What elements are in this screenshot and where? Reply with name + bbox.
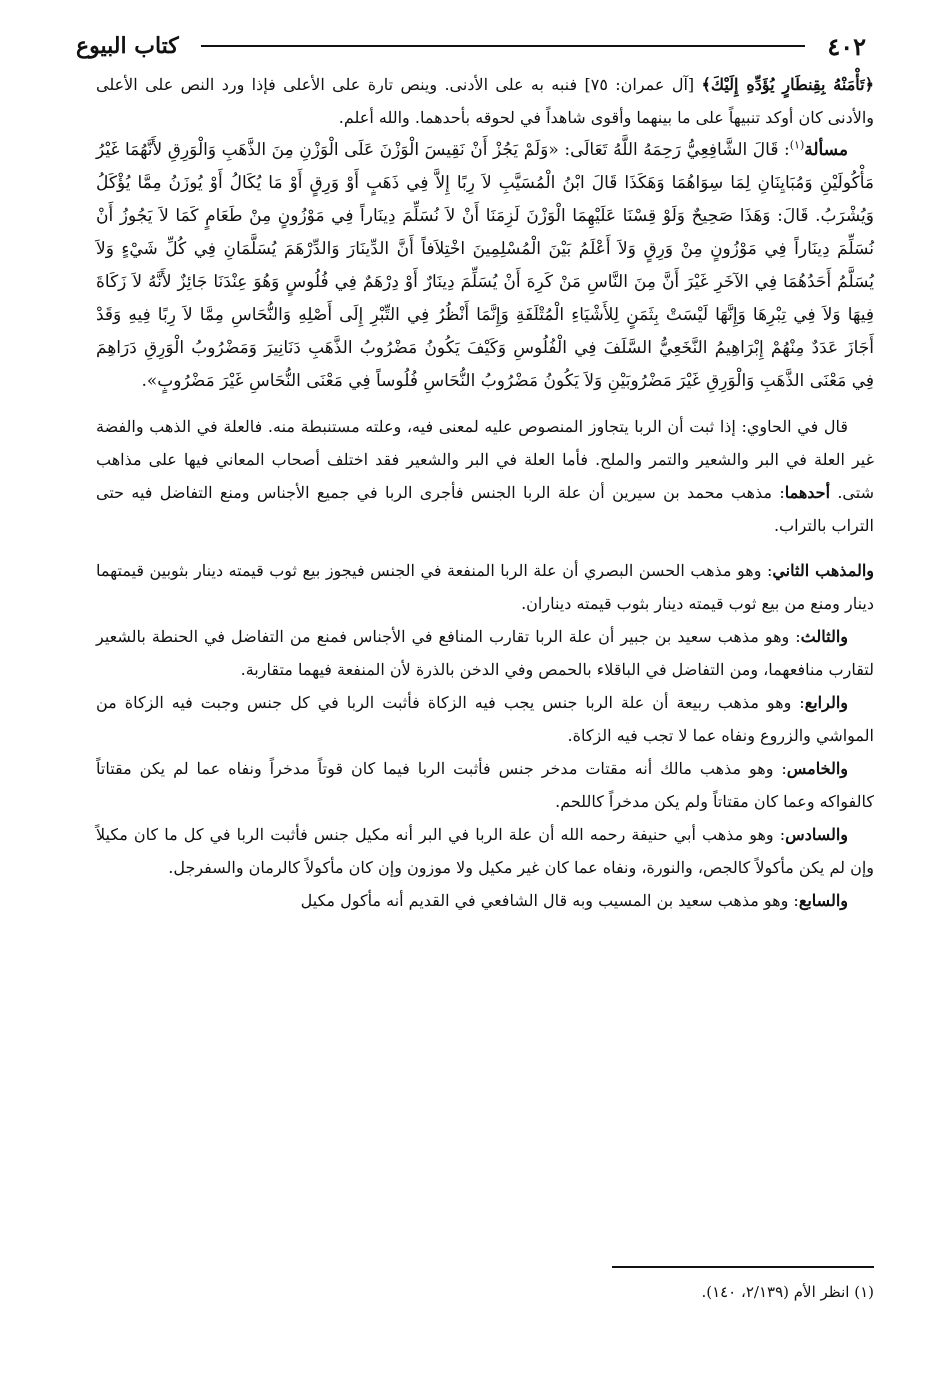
- paragraph-fifth-madhab: [96, 752, 874, 818]
- fourth-madhab-label: والرابع: [804, 693, 848, 712]
- paragraph-seventh-madhab: [96, 884, 874, 917]
- quran-verse: ﴿تَأْمَنْهُ بِقِنطَارٍ يُؤَدِّهِ إِلَيْكَ﴾: [701, 75, 874, 94]
- paragraph-masala: [96, 134, 874, 398]
- paragraph-sixth-madhab: [96, 818, 874, 884]
- masala-text: : قَالَ الشَّافِعِيُّ رَحِمَهُ اللَّهُ تَعَالَى: «وَلَمْ يَجُزْ أَنْ نَقِيسَ الْوَزْنَ عَلَى الْوَزْنِ مِنَ الذَّهَبِ وَالْوَرِقِ لأَنَّهُمَا غَيْرُ مَأْكُولَيْنِ وَمُبَايِنَانِ لِمَا سِوَاهُمَا وَهَكَذَا قَالَ ابْنُ الْمُسَيَّبِ لاَ رِبًا إِلاَّ فِي ذَهَبٍ أَوْ وَرِقٍ أَوْ مَا يُكَالُ أَوْ يُوزَنُ مِمَّا يُؤْكَلُ وَيُشْرَبُ. قَالَ: وَهَذَا صَحِيحٌ وَلَوْ قِسْنَا عَلَيْهِمَا الْوَزْنَ لَزِمَنَا أَنْ لاَ نُسَلِّمَ دِينَاراً فِي مَوْزُونٍ مِنْ طَعَامٍ كَمَا لاَ يَجُوزُ أَنْ نُسَلِّمَ دِينَاراً فِي مَوْزُونٍ مِنْ وَرِقٍ وَلاَ أَعْلَمُ بَيْنَ الْمُسْلِمِينَ اخْتِلاَفاً أَنَّ الدِّينَارَ وَالدِّرْهَمَ يُسَلَّمَانِ فِي كُلِّ شَيْءٍ وَلاَ يُسَلَّمُ أَحَدُهُمَا فِي الآخَرِ غَيْرَ أَنَّ مِنَ النَّاسِ مَنْ كَرِهَ أَنْ يُسَلِّمَ دِينَارٌ أَوْ دِرْهَمٌ فِي فُلُوسٍ وَهُوَ عِنْدَنَا جَائِزٌ لأَنَّهُ لاَ زَكَاةَ فِيهَا وَلاَ فِي تِبْرِهَا وَإِنَّهَا لَيْسَتْ بِثَمَنٍ لِلأَشْيَاءِ الْمُتْلَفَةِ وَإِنَّمَا أَنْظُرُ فِي التِّبْرِ إِلَى أَصْلِهِ وَالنُّحَاسِ مِمَّا لاَ رِبًا فِيهِ وَقَدْ أَجَازَ عَدَدٌ مِنْهُمْ إِبْرَاهِيمُ النَّخَعِيُّ السَّلَفَ فِي الْفُلُوسِ وَكَيْفَ يَكُونُ مَضْرُوبُ الذَّهَبِ دَنَانِيرَ وَمَضْرُوبُ الْوَرِقِ دَرَاهِمَ فِي مَعْنَى الذَّهَبِ وَالْوَرِقِ غَيْرَ مَضْرُوبَيْنِ وَلاَ يَكُونُ مَضْرُوبُ النُّحَاسِ فُلُوساً فِي مَعْنَى النُّحَاسِ غَيْرَ مَضْرُوبٍ».: [96, 140, 874, 391]
- third-madhab-text: : وهو مذهب سعيد بن جبير أن علة الربا تقارب المنافع في الأجناس فمنع من التفاضل في الحنطة بالشعير لتقارب منافعهما، ومن التفاضل في الباقلاء بالحمص وفي الدخن بالذرة لأن المنفعة فيهما متقاربة.: [96, 627, 874, 679]
- footnote-rule: [612, 1266, 874, 1268]
- fifth-madhab-text: : وهو مذهب مالك أنه مقتات مدخر جنس فأثبت الربا فيما كان قوتاً مدخراً ونفاه عما لم يكن مقتاتاً كالفواكه وعما كان مقتاتاً ولم يكن مدخراً كاللحم.: [96, 759, 874, 811]
- paragraph-quran-continuation: ﴿تَأْمَنْهُ بِقِنطَارٍ يُؤَدِّهِ إِلَيْكَ﴾ [آل عمران: ٧٥] فنبه به على الأدنى. وينص تارة على الأعلى فإذا ورد النص على الأعلى والأدنى كان أوكد تنبيهاً على ما بينهما وأقوى شاهداً في لحوقه بأحدهما. والله أعلم.: [96, 75, 874, 127]
- footnote: (١) انظر الأم (٢/١٣٩، ١٤٠).: [701, 1283, 874, 1301]
- fourth-madhab-text: : وهو مذهب ربيعة أن علة الربا جنس يجب فيه الزكاة فأثبت الربا في كل جنس وجبت فيه الزكاة من المواشي والزروع ونفاه عما لا تجب فيه الزكاة.: [96, 693, 874, 745]
- masala-label: مسألة: [804, 140, 848, 160]
- body-text: [96, 68, 874, 917]
- sixth-madhab-text: : وهو مذهب أبي حنيفة رحمه الله أن علة الربا في البر أنه مكيل جنس فأثبت الربا في كل ما كان مكيلاً وإن لم يكن مأكولاً كالجص، والنورة، ونفاه عما كان غير مكيل ولا موزون وإن كان مأكولاً كالرمان والسفرجل.: [96, 825, 874, 877]
- seventh-madhab-label: والسابع: [798, 891, 848, 910]
- sixth-madhab-label: والسادس: [785, 825, 849, 844]
- first-madhab-label: أحدهما: [784, 483, 831, 502]
- paragraph-second-madhab: [96, 554, 874, 620]
- paragraph-fourth-madhab: [96, 686, 874, 752]
- header-rule: [201, 45, 806, 47]
- book-title: كتاب البيوع: [76, 33, 179, 59]
- footnote-ref: (١): [789, 138, 805, 152]
- hawi-text: قال في الحاوي: إذا ثبت أن الربا يتجاوز المنصوص عليه لمعنى فيه، وعلته مستنبطة منه. فالعلة في الذهب والفضة غير العلة في البر والشعير والتمر والملح. فأما العلة في البر والشعير فقد اختلف أصحاب المعاني فيها على مذاهب شتى.: [96, 417, 874, 502]
- second-madhab-text: : وهو مذهب الحسن البصري أن علة الربا المنفعة في الجنس فيجوز بيع ثوب قيمته دينار بثوبين قيمتهما دينار ومنع من بيع ثوب قيمته دينار بثوب قيمته ديناران.: [96, 561, 874, 613]
- second-madhab-label: والمذهب الثاني: [772, 561, 874, 580]
- paragraph-hawi: [96, 410, 874, 542]
- fifth-madhab-label: والخامس: [786, 759, 848, 778]
- paragraph-third-madhab: [96, 620, 874, 686]
- third-madhab-label: والثالث: [800, 627, 849, 646]
- seventh-madhab-text: : وهو مذهب سعيد بن المسيب وبه قال الشافعي في القديم أنه مأكول مكيل: [300, 891, 799, 910]
- page-number: ٤٠٢: [827, 31, 866, 61]
- page-header: [76, 26, 866, 66]
- first-madhab-text: : مذهب محمد بن سيرين أن علة الربا الجنس فأجرى الربا في جميع الأجناس ومنع التفاضل فيه حتى التراب بالتراب.: [96, 483, 874, 535]
